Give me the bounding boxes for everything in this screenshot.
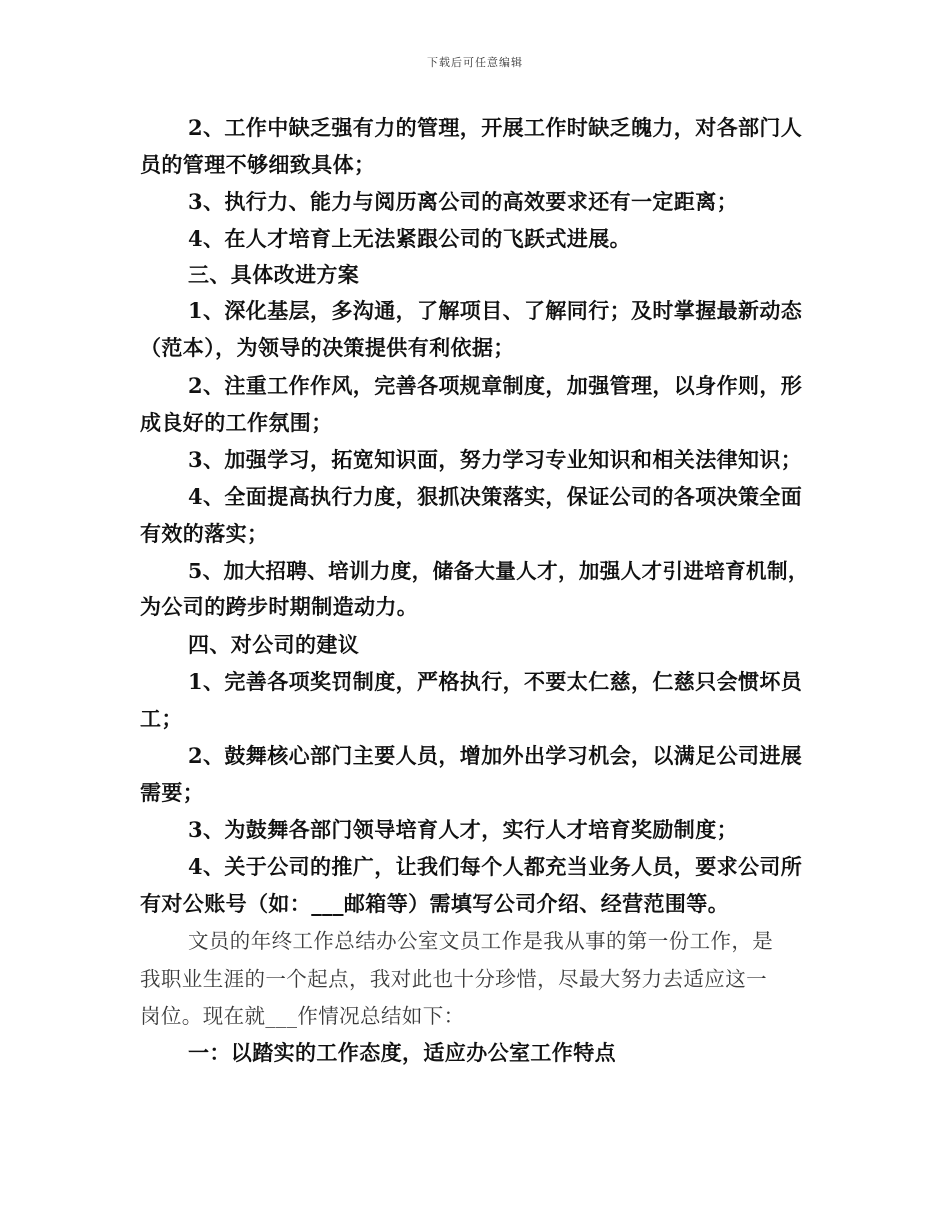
paragraph-line: 3、执行力、能力与阅历离公司的高效要求还有一定距离； <box>188 189 739 214</box>
paragraph-line: 4、全面提高执行力度，狠抓决策落实，保证公司的各项决策全面 <box>188 484 803 509</box>
paragraph-line: 3、加强学习，拓宽知识面，努力学习专业知识和相关法律知识； <box>188 447 803 472</box>
paragraph-line: 2、鼓舞核心部门主要人员，增加外出学习机会，以满足公司进展 <box>188 743 803 768</box>
paragraph-line: 需要； <box>140 780 205 805</box>
section-heading: 四、对公司的建议 <box>188 632 360 657</box>
paragraph-line: 3、为鼓舞各部门领导培育人才，实行人才培育奖励制度； <box>188 817 739 842</box>
paragraph-line: 5、加大招聘、培训力度，储备大量人才，加强人才引进培育机制， <box>188 559 809 583</box>
paragraph-line: 员的管理不够细致具体； <box>140 152 376 177</box>
paragraph-line: 工； <box>140 706 183 731</box>
paragraph-line: 2、注重工作作风，完善各项规章制度，加强管理，以身作则，形 <box>188 373 803 398</box>
section-heading: 一：以踏实的工作态度，适应办公室工作特点 <box>188 1040 616 1065</box>
paragraph-line: 1、完善各项奖罚制度，严格执行，不要太仁慈，仁慈只会惯坏员 <box>188 669 803 694</box>
paragraph-line: 4、在人才培育上无法紧跟公司的飞跃式进展。 <box>188 226 632 251</box>
paragraph-line: 1、深化基层，多沟通，了解项目、了解同行；及时掌握最新动态 <box>188 298 803 323</box>
paragraph-line: 有效的落实； <box>140 521 269 546</box>
section-heading: 三、具体改进方案 <box>188 262 360 287</box>
paragraph-line: 2、工作中缺乏强有力的管理，开展工作时缺乏魄力，对各部门人 <box>188 115 803 140</box>
paragraph-line: 文员的年终工作总结办公室文员工作是我从事的第一份工作，是 <box>188 929 774 953</box>
page-header: 下载后可任意编辑 <box>427 56 523 69</box>
paragraph-line: 岗位。现在就___作情况总结如下： <box>140 1004 465 1028</box>
paragraph-line: 4、关于公司的推广，让我们每个人都充当业务人员，要求公司所 <box>188 854 803 879</box>
paragraph-line: 我职业生涯的一个起点，我对此也十分珍惜，尽最大努力去适应这一 <box>140 967 767 991</box>
paragraph-line: 为公司的跨步时期制造动力。 <box>140 594 419 619</box>
paragraph-line: 有对公账号（如：___邮箱等）需填写公司介绍、经营范围等。 <box>140 891 730 916</box>
paragraph-line: 成良好的工作氛围； <box>140 410 333 435</box>
paragraph-line: （范本），为领导的决策提供有利依据； <box>140 335 515 360</box>
